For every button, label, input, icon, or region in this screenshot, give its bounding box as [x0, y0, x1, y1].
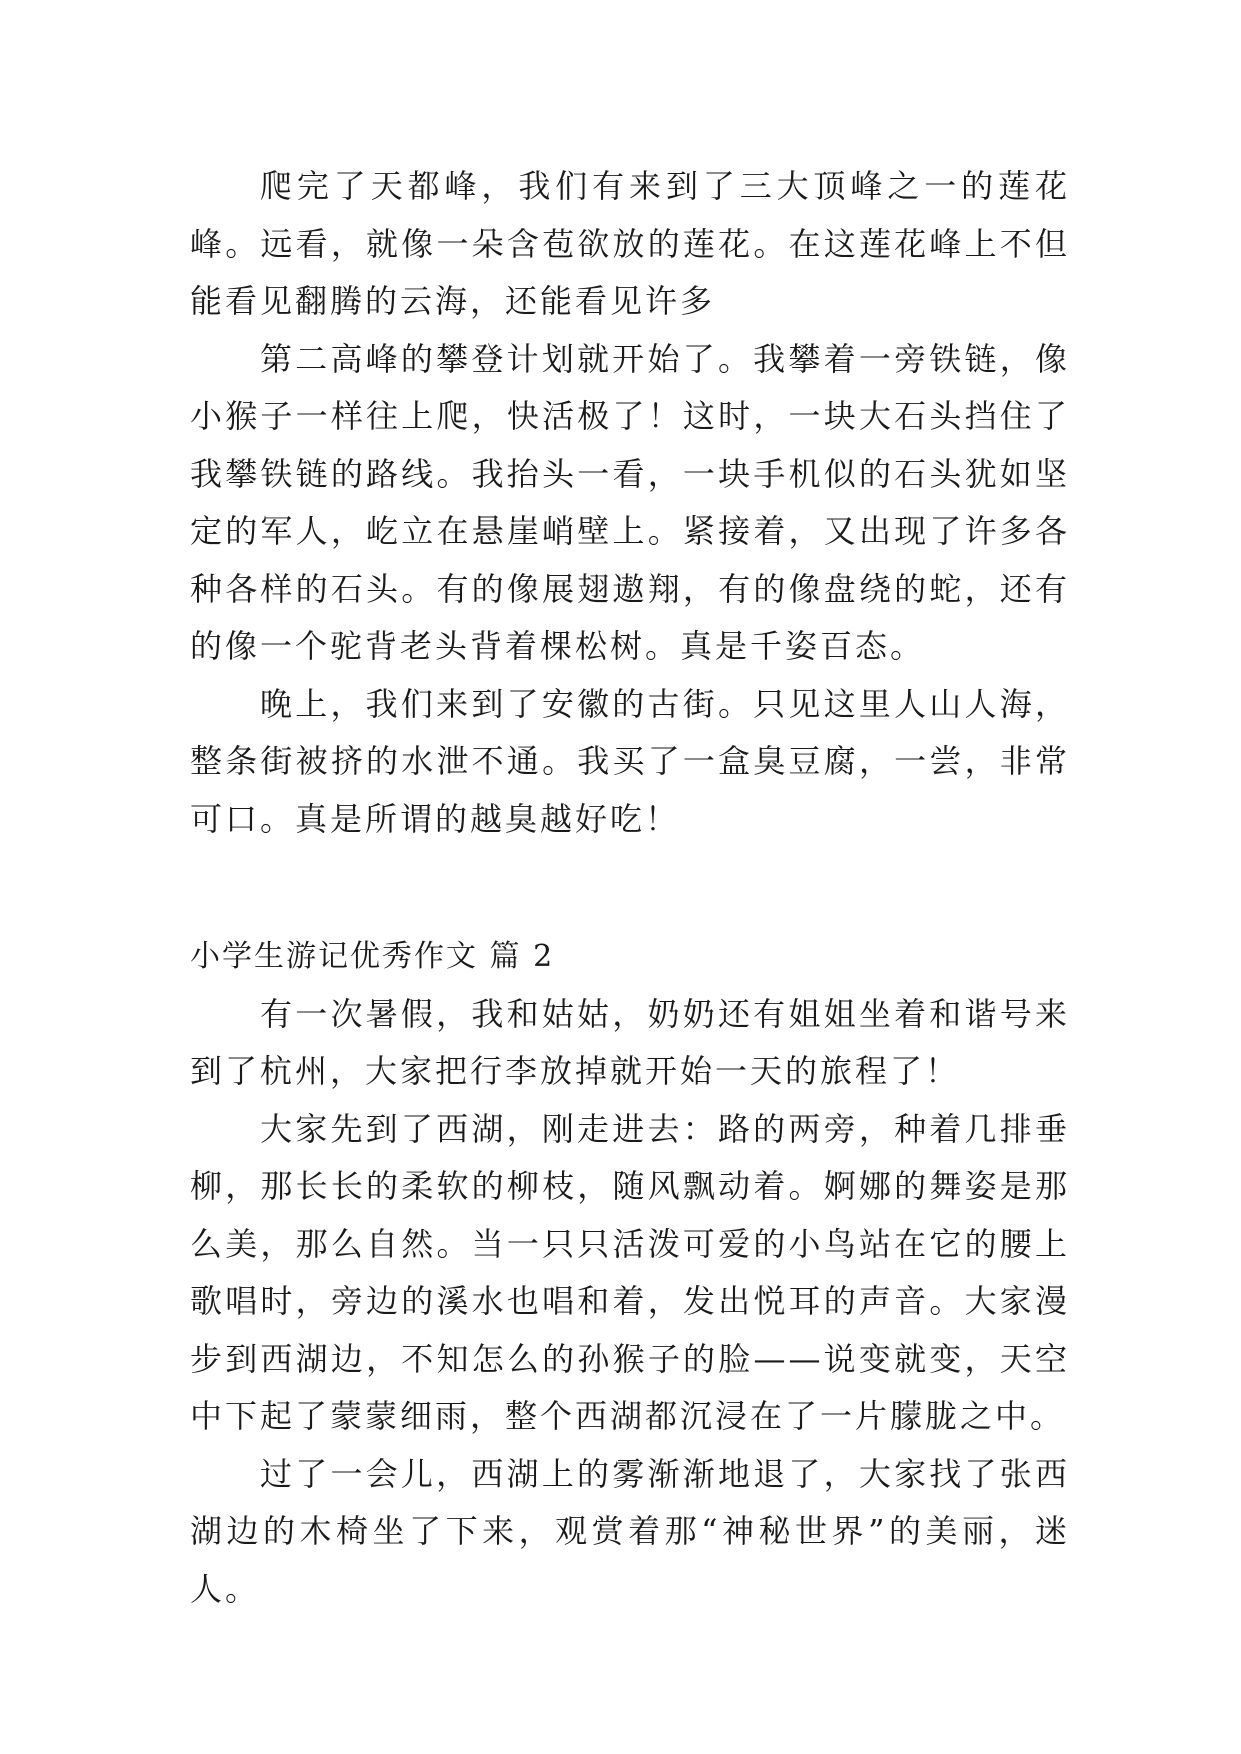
document-body [190, 158, 1070, 1618]
section-heading: 小学生游记优秀作文 篇 2 [190, 939, 555, 974]
paragraph: 有一次暑假，我和姑姑，奶奶还有姐姐坐着和谐号来到了杭州，大家把行李放掉就开始一天的旅程了！ [190, 994, 1070, 1090]
paragraph: 第二高峰的攀登计划就开始了。我攀着一旁铁链，像小猴子一样往上爬，快活极了！这时，一块大石头挡住了我攀铁链的路线。我抬头一看，一块手机似的石头犹如坚定的军人，屹立在悬崖峭壁上。紧接着，又出现了许多各种各样的石头。有的像展翅遨翔，有的像盘绕的蛇，还有的像一个驼背老头背着棵松树。真是千姿百态。 [190, 339, 1070, 665]
paragraph: 过了一会儿，西湖上的雾渐渐地退了，大家找了张西湖边的木椅坐了下来，观赏着那“神秘世界”的美丽，迷人。 [190, 1454, 1070, 1608]
paragraph: 大家先到了西湖，刚走进去：路的两旁，种着几排垂柳，那长长的柔软的柳枝，随风飘动着。婀娜的舞姿是那么美，那么自然。当一只只活泼可爱的小鸟站在它的腰上歌唱时，旁边的溪水也唱和着，发出悦耳的声音。大家漫步到西湖边，不知怎么的孙猴子的脸——说变就变，天空中下起了蒙蒙细雨，整个西湖都沉浸在了一片朦胧之中。 [190, 1109, 1070, 1435]
paragraph: 晚上，我们来到了安徽的古街。只见这里人山人海，整条街被挤的水泄不通。我买了一盒臭豆腐，一尝，非常可口。真是所谓的越臭越好吃！ [190, 684, 1070, 838]
paragraph: 爬完了天都峰，我们有来到了三大顶峰之一的莲花峰。远看，就像一朵含苞欲放的莲花。在这莲花峰上不但能看见翻腾的云海，还能看见许多 [190, 167, 1070, 320]
